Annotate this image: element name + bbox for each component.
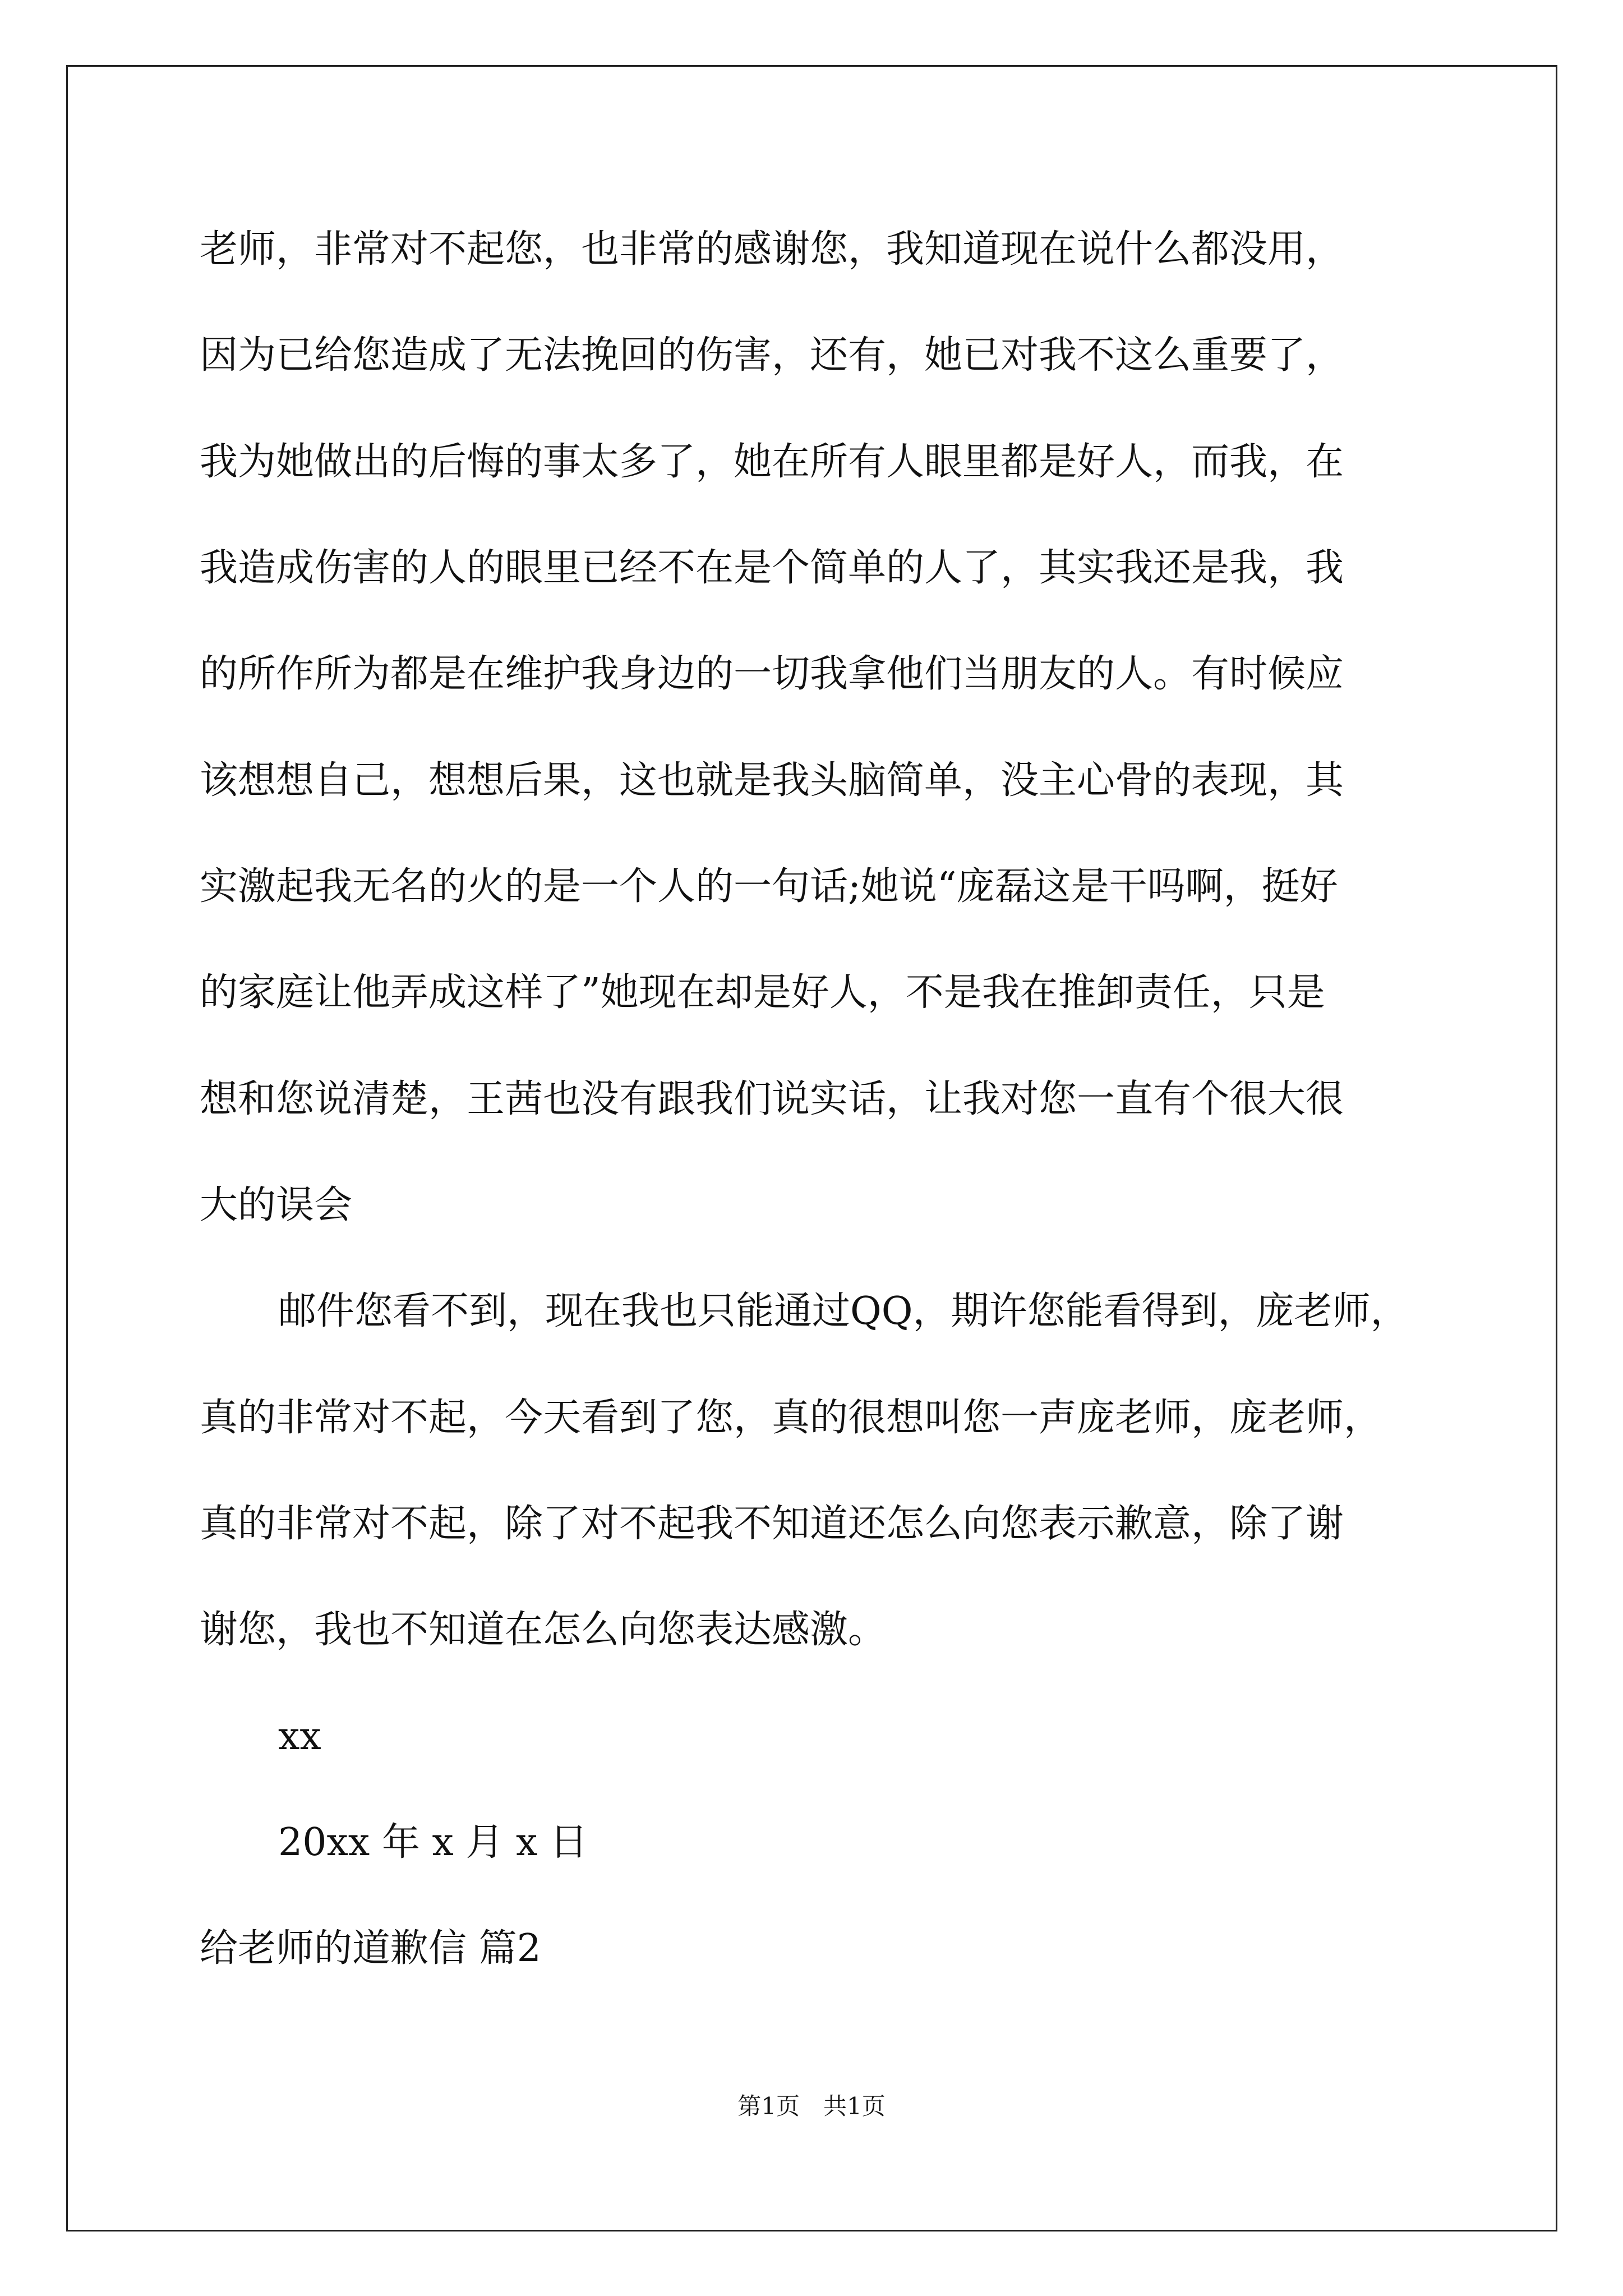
page-frame — [66, 65, 1557, 2231]
paragraph-2-line-3: 真的非常对不起，除了对不起我不知道还怎么向您表示歉意，除了谢 — [200, 1502, 1344, 1546]
signature: xx — [278, 1714, 321, 1759]
paragraph-2-line-2: 真的非常对不起，今天看到了您，真的很想叫您一声庞老师，庞老师， — [200, 1396, 1382, 1440]
paragraph-1-line-8: 的家庭让他弄成这样了”她现在却是好人，不是我在推卸责任，只是 — [200, 970, 1325, 1015]
paragraph-1-line-1: 老师，非常对不起您，也非常的感谢您，我知道现在说什么都没用， — [200, 227, 1344, 272]
paragraph-1-line-7: 实激起我无名的火的是一个人的一句话;她说“庞磊这是干吗啊，挺好 — [200, 864, 1338, 909]
paragraph-1-line-6: 该想想自己，想想后果，这也就是我头脑简单，没主心骨的表现，其 — [200, 758, 1344, 803]
paragraph-1-line-3: 我为她做出的后悔的事太多了，她在所有人眼里都是好人，而我，在 — [200, 440, 1344, 484]
paragraph-1-line-4: 我造成伤害的人的眼里已经不在是个简单的人了，其实我还是我，我 — [200, 546, 1344, 590]
paragraph-2-line-4: 谢您，我也不知道在怎么向您表达感激。 — [200, 1608, 887, 1652]
paragraph-1-line-2: 因为已给您造成了无法挽回的伤害，还有，她已对我不这么重要了， — [200, 333, 1344, 378]
paragraph-1-line-10: 大的误会 — [200, 1183, 353, 1227]
section-heading: 给老师的道歉信 篇2 — [200, 1926, 541, 1971]
paragraph-1-line-5: 的所作所为都是在维护我身边的一切我拿他们当朋友的人。有时候应 — [200, 652, 1344, 696]
date-line: 20xx 年 x 月 x 日 — [278, 1820, 588, 1865]
page-footer: 第1页 共1页 — [737, 2092, 886, 2120]
paragraph-1-line-9: 想和您说清楚，王茜也没有跟我们说实话，让我对您一直有个很大很 — [200, 1077, 1344, 1121]
paragraph-2-line-1: 邮件您看不到，现在我也只能通过QQ，期许您能看得到，庞老师， — [278, 1289, 1409, 1333]
